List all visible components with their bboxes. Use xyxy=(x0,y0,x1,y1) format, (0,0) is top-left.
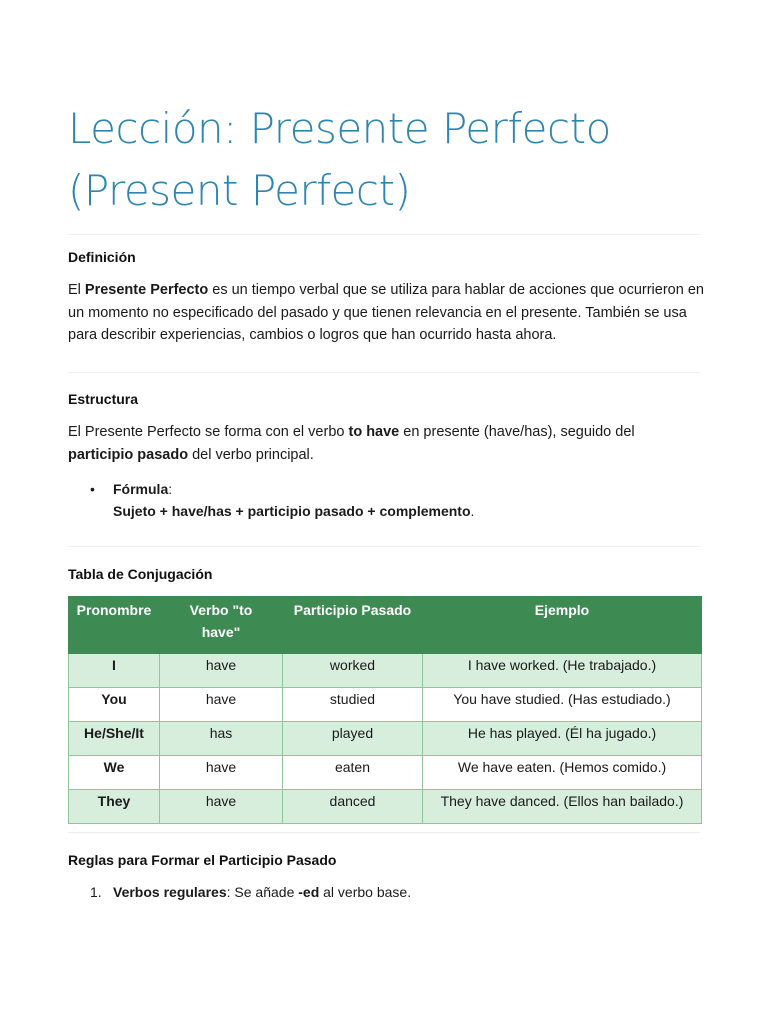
definition-text-pre: El xyxy=(68,282,85,298)
cell-participle: eaten xyxy=(283,756,423,790)
definition-text-body: es un tiempo verbal que se utiliza para hablar de acciones que ocurrieron en un momento no especificado del pasado y que tienen relevancia en el presente. También se usa para describir experiencias, cambios o logros que han ocurrido hasta ahora. xyxy=(68,282,704,343)
structure-bold-participle: participio pasado xyxy=(68,446,189,463)
table-row xyxy=(69,790,702,824)
cell-pronoun: You xyxy=(69,688,160,722)
column-header-verb: Verbo "to have" xyxy=(160,597,283,654)
cell-participle: studied xyxy=(283,688,423,722)
formula-end: . xyxy=(470,503,475,519)
cell-pronoun: He/She/It xyxy=(69,722,160,756)
structure-heading: Estructura xyxy=(68,391,139,407)
formula-text: Sujeto + have/has + participio pasado + complemento xyxy=(113,503,471,519)
formula-label: Fórmula xyxy=(113,481,169,497)
divider xyxy=(68,372,700,373)
cell-verb: has xyxy=(160,722,283,756)
cell-participle: worked xyxy=(283,654,423,688)
conjugation-table xyxy=(68,596,702,824)
cell-verb: have xyxy=(160,756,283,790)
definition-heading: Definición xyxy=(68,249,136,265)
divider xyxy=(68,832,700,833)
definition-paragraph xyxy=(68,279,708,347)
column-header-participle: Participio Pasado xyxy=(283,597,423,654)
structure-text: en presente (have/has), seguido del xyxy=(399,424,635,440)
cell-verb: have xyxy=(160,688,283,722)
definition-term: Presente Perfecto xyxy=(84,282,209,298)
table-header-row xyxy=(69,597,702,654)
rules-heading: Reglas para Formar el Participio Pasado xyxy=(68,852,337,868)
table-row xyxy=(69,654,702,688)
cell-participle: danced xyxy=(283,790,423,824)
rule-text: al verbo base. xyxy=(319,884,412,900)
formula-colon: : xyxy=(168,481,173,497)
structure-text: del verbo principal. xyxy=(188,446,314,463)
page-title: Lección: Presente Perfecto (Present Perfect) xyxy=(68,104,611,215)
cell-example: They have danced. (Ellos han bailado.) xyxy=(423,790,702,824)
cell-example: We have eaten. (Hemos comido.) xyxy=(423,756,702,790)
cell-pronoun: They xyxy=(69,790,160,824)
column-header-pronoun: Pronombre xyxy=(69,597,160,654)
formula-item xyxy=(113,478,474,522)
table-row xyxy=(69,722,702,756)
cell-verb: have xyxy=(160,654,283,688)
rule-text: : Se añade xyxy=(226,884,299,900)
divider xyxy=(68,234,700,235)
rule-suffix: -ed xyxy=(298,884,320,900)
table-row xyxy=(69,756,702,790)
cell-participle: played xyxy=(283,722,423,756)
cell-example: He has played. (Él ha jugado.) xyxy=(423,722,702,756)
structure-text: El Presente Perfecto se forma con el verbo xyxy=(68,424,349,440)
cell-pronoun: We xyxy=(69,756,160,790)
list-item-number: 1. xyxy=(90,884,102,900)
divider xyxy=(68,546,700,547)
structure-paragraph xyxy=(68,421,648,466)
table-heading: Tabla de Conjugación xyxy=(68,566,213,582)
list-item xyxy=(113,884,411,900)
cell-pronoun: I xyxy=(69,654,160,688)
structure-bold-to-have: to have xyxy=(348,424,400,440)
cell-example: I have worked. (He trabajado.) xyxy=(423,654,702,688)
cell-verb: have xyxy=(160,790,283,824)
bullet-marker: • xyxy=(90,481,95,497)
column-header-example: Ejemplo xyxy=(423,597,702,654)
table-row xyxy=(69,688,702,722)
cell-example: You have studied. (Has estudiado.) xyxy=(423,688,702,722)
rule-term: Verbos regulares xyxy=(113,884,227,900)
